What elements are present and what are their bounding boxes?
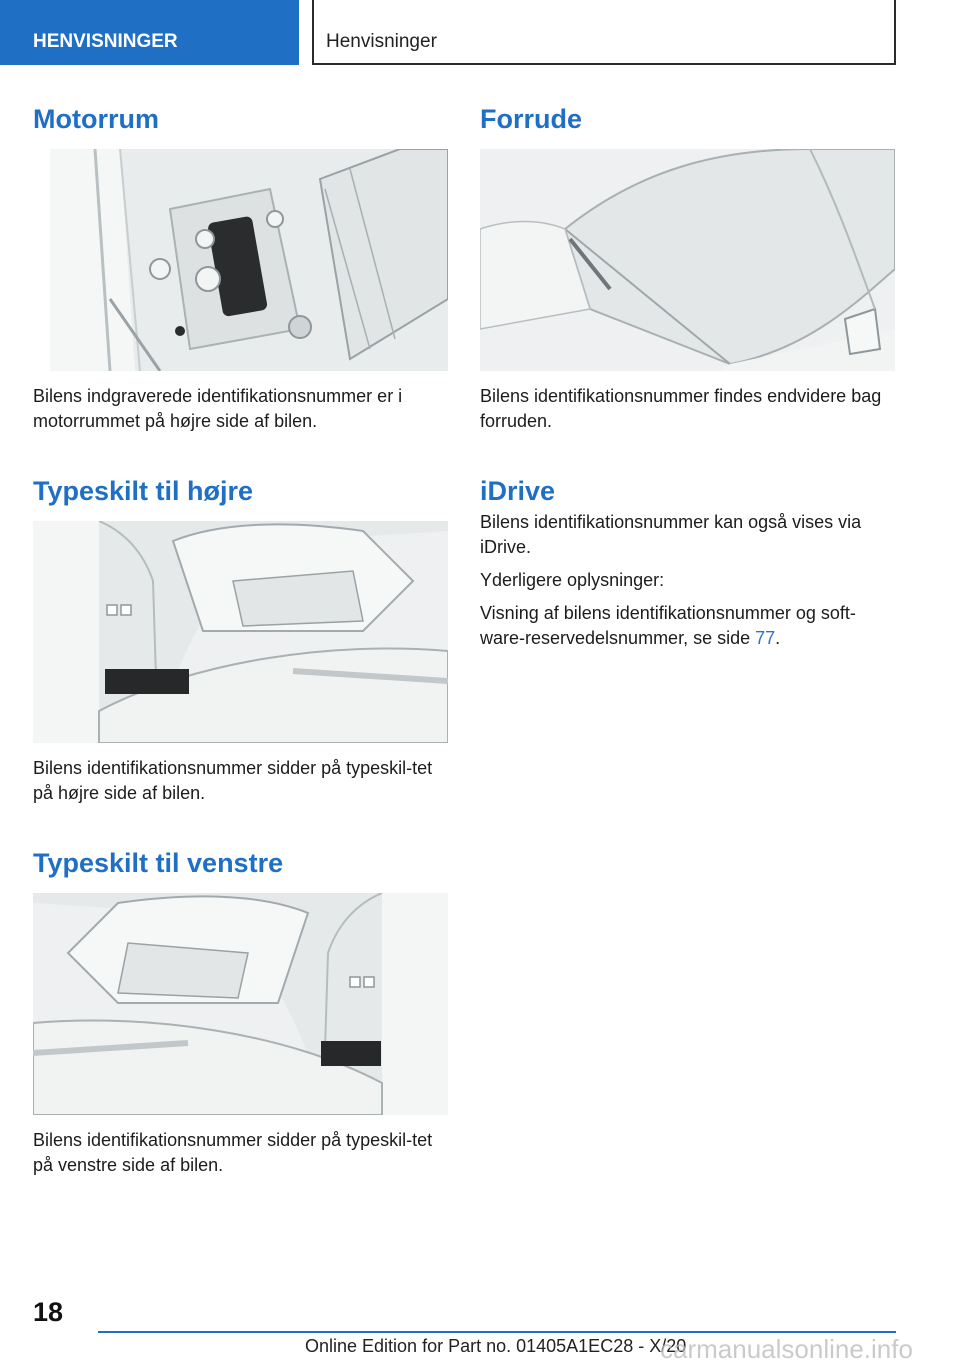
chapter-title: Henvisninger: [312, 0, 896, 65]
idrive-paragraph-3: [480, 601, 896, 651]
heading-forrude: Forrude: [480, 104, 583, 134]
heading-idrive: iDrive: [480, 476, 556, 506]
page-reference-link[interactable]: 77: [755, 628, 776, 648]
idrive-paragraph-3-text: Visning af bilens identifikationsnummer og soft-ware-reservedelsnummer, se side: [480, 603, 856, 648]
page-number: 18: [33, 1297, 64, 1327]
footer-divider: [98, 1331, 896, 1333]
right-type-plate-image: [33, 521, 448, 743]
caption-motorrum: Bilens indgraverede identifikationsnummer er i motorrummet på højre side af bilen.: [33, 386, 403, 431]
caption-typeskilt-venstre: Bilens identifikationsnummer sidder på typeskil-tet på venstre side af bilen.: [33, 1130, 433, 1175]
idrive-paragraph-3-end: .: [775, 628, 781, 648]
section-tab: HENVISNINGER: [0, 0, 299, 65]
left-type-plate-image: [33, 893, 448, 1115]
heading-typeskilt-hojre: Typeskilt til højre: [33, 476, 254, 506]
heading-typeskilt-venstre: Typeskilt til venstre: [33, 848, 284, 878]
right-column: [480, 100, 896, 651]
left-column: [33, 100, 449, 1178]
watermark: carmanualsonline.info: [660, 1334, 913, 1364]
engine-bay-image: [50, 149, 448, 371]
footer-edition-text: Online Edition for Part no. 01405A1EC28 - X/20: [305, 1336, 687, 1356]
caption-forrude: Bilens identifikationsnummer findes endvidere bag forruden.: [480, 386, 882, 431]
idrive-paragraph-2: Yderligere oplysninger:: [480, 570, 665, 590]
windshield-image: [480, 149, 895, 371]
caption-typeskilt-hojre: Bilens identifikationsnummer sidder på typeskil-tet på højre side af bilen.: [33, 758, 433, 803]
idrive-paragraph-1: Bilens identifikationsnummer kan også vises via iDrive.: [480, 512, 862, 557]
heading-motorrum: Motorrum: [33, 104, 159, 134]
